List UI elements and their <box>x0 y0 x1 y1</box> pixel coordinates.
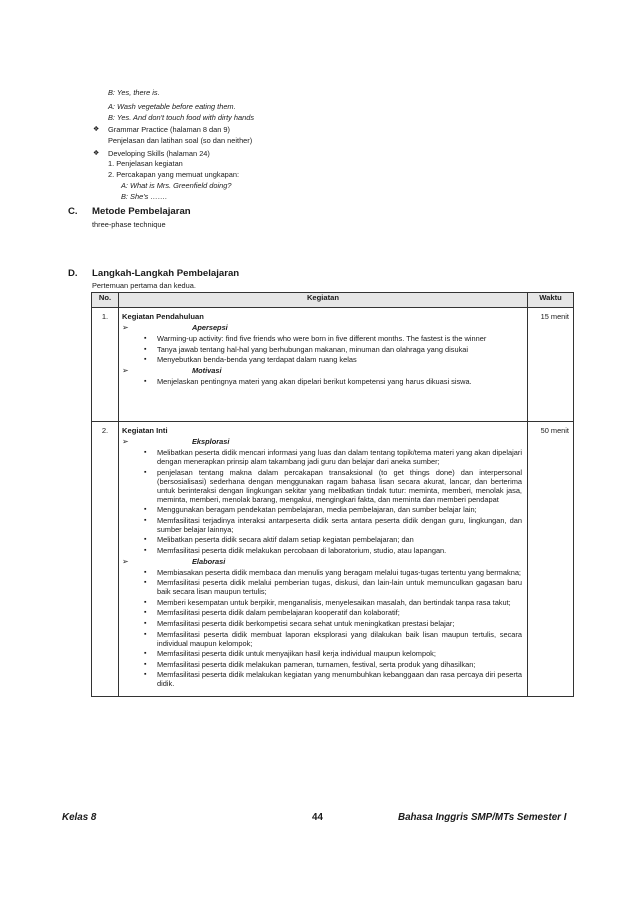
list-item: ▪ Memfasilitasi peserta didik untuk menyajikan hasil kerja individual maupun kelompok; <box>122 649 522 658</box>
diamond-bullet-icon: ❖ <box>93 150 100 157</box>
subsection-label: Eksplorasi <box>192 437 230 446</box>
table-header-row <box>92 293 574 308</box>
section-title: Metode Pembelajaran <box>92 206 191 217</box>
subsection-label: Elaborasi <box>192 556 226 566</box>
dialog-line: B: She's ……. <box>121 192 168 201</box>
list-item: ▪ Melibatkan peserta didik mencari informasi yang luas dan dalam tentang topik/tema materi yang akan dipelajari dengan menerapkan prinsip alam takambang jadi guru dan belajar dari aneka sumber; <box>122 448 522 466</box>
arrow-bullet-icon: ➢ <box>122 556 129 566</box>
diamond-bullet-icon: ❖ <box>93 126 100 133</box>
developing-item: 2. Percakapan yang memuat ungkapan: <box>108 170 240 179</box>
arrow-bullet-icon: ➢ <box>122 365 129 375</box>
list-item: ▪ Warming-up activity: find five friends who were born in five different months. The fastest is the winner <box>122 334 522 343</box>
row-content <box>119 422 528 697</box>
footer-subject: Bahasa Inggris SMP/MTs Semester I <box>398 812 567 823</box>
col-header-kegiatan: Kegiatan <box>119 293 528 308</box>
subsection-header <box>122 323 522 333</box>
row-number: 1. <box>92 308 119 422</box>
row-time: 15 menit <box>528 308 574 422</box>
section-letter: C. <box>68 206 78 217</box>
col-header-no: No. <box>92 293 119 308</box>
activity-title: Kegiatan Pendahuluan <box>122 312 204 321</box>
row-time: 50 menit <box>528 422 574 697</box>
dialog-line: A: What is Mrs. Greenfield doing? <box>121 181 232 190</box>
section-text: three-phase technique <box>92 220 166 229</box>
kegiatan-table <box>91 292 574 697</box>
list-item: ▪ Memfasilitasi peserta didik membuat laporan eksplorasi yang dilakukan baik lisan maupun tertulis, secara individual maupun kelompok; <box>122 630 522 648</box>
developing-item: 1. Penjelasan kegiatan <box>108 159 183 168</box>
section-letter: D. <box>68 268 78 279</box>
grammar-practice: Grammar Practice (halaman 8 dan 9) <box>108 125 230 134</box>
developing-skills: Developing Skills (halaman 24) <box>108 149 210 158</box>
list-item: ▪ Membiasakan peserta didik membaca dan menulis yang beragam melalui tugas-tugas tertentu yang bermakna; <box>122 568 522 577</box>
dialog-line: B: Yes, there is. <box>108 88 160 97</box>
row-number: 2. <box>92 422 119 697</box>
list-item: ▪ Melibatkan peserta didik secara aktif dalam setiap kegiatan pembelajaran; dan <box>122 535 522 544</box>
list-item: ▪ Memberi kesempatan untuk berpikir, menganalisis, menyelesaikan masalah, dan bertindak tanpa rasa takut; <box>122 598 522 607</box>
grammar-practice-desc: Penjelasan dan latihan soal (so dan neither) <box>108 136 253 145</box>
subsection-header <box>122 437 522 447</box>
list-item: ▪ Memfasilitasi peserta didik dalam pembelajaran kooperatif dan kolaboratif; <box>122 608 522 617</box>
page-number: 44 <box>312 812 323 823</box>
list-item: ▪ Menggunakan beragam pendekatan pembelajaran, media pembelajaran, dan sumber belajar lain; <box>122 505 522 514</box>
list-item: ▪ Tanya jawab tentang hal-hal yang berhubungan makanan, minuman dan olahraga yang disukai <box>122 345 522 354</box>
list-item: ▪ Memfasilitasi terjadinya interaksi antarpeserta didik serta antara peserta didik dengan guru, lingkungan, dan sumber belajar lainnya; <box>122 516 522 534</box>
arrow-bullet-icon: ➢ <box>122 323 129 332</box>
list-item: ▪ Menyebutkan benda-benda yang terdapat dalam ruang kelas <box>122 355 522 364</box>
list-item: ▪ penjelasan tentang makna dalam percakapan transaksional (to get things done) dan interpersonal (bersosialisasi) sederhana dengan menggunakan ragam bahasa lisan secara akurat, lancar, dan berterima untuk berinteraksi dengan lingkungan sekitar yang melibatkan tindak tutur: meminta, memberi, menolak jasa, meminta, memberi, menolak barang, mengakui, mengingkari fakta, dan meminta dan memberi pendapat <box>122 468 522 504</box>
section-text: Pertemuan pertama dan kedua. <box>92 281 196 290</box>
list-item: ▪ Memfasilitasi peserta didik melakukan kegiatan yang menumbuhkan kebanggaan dan rasa percaya diri peserta didik. <box>122 670 522 688</box>
list-item: ▪ Memfasilitasi peserta didik melalui pemberian tugas, diskusi, dan lain-lain untuk memunculkan gagasan baru baik secara lisan maupun tertulis; <box>122 578 522 596</box>
dialog-line: B: Yes. And don't touch food with dirty hands <box>108 113 255 122</box>
arrow-bullet-icon: ➢ <box>122 437 129 446</box>
row-content <box>119 308 528 422</box>
subsection-label: Apersepsi <box>192 323 228 332</box>
section-title: Langkah-Langkah Pembelajaran <box>92 268 240 279</box>
col-header-waktu: Waktu <box>528 293 574 308</box>
activity-title: Kegiatan Inti <box>122 426 168 435</box>
list-item: ▪ Memfasilitasi peserta didik melakukan pameran, turnamen, festival, serta produk yang dihasilkan; <box>122 660 522 669</box>
subsection-label: Motivasi <box>192 365 222 375</box>
list-item: ▪ Menjelaskan pentingnya materi yang akan dipelari berikut kompetensi yang harus dikuasi siswa. <box>122 377 522 386</box>
subsection-header <box>122 366 522 376</box>
footer-class: Kelas 8 <box>62 812 97 823</box>
table-row <box>92 308 574 422</box>
list-item: ▪ Memfasilitasi peserta didik berkompetisi secara sehat untuk meningkatkan prestasi belajar; <box>122 619 522 628</box>
subsection-header <box>122 557 522 567</box>
dialog-line: A: Wash vegetable before eating them. <box>108 102 236 111</box>
list-item: ▪ Memfasilitasi peserta didik melakukan percobaan di laboratorium, studio, atau lapangan. <box>122 546 522 555</box>
table-row <box>92 422 574 697</box>
